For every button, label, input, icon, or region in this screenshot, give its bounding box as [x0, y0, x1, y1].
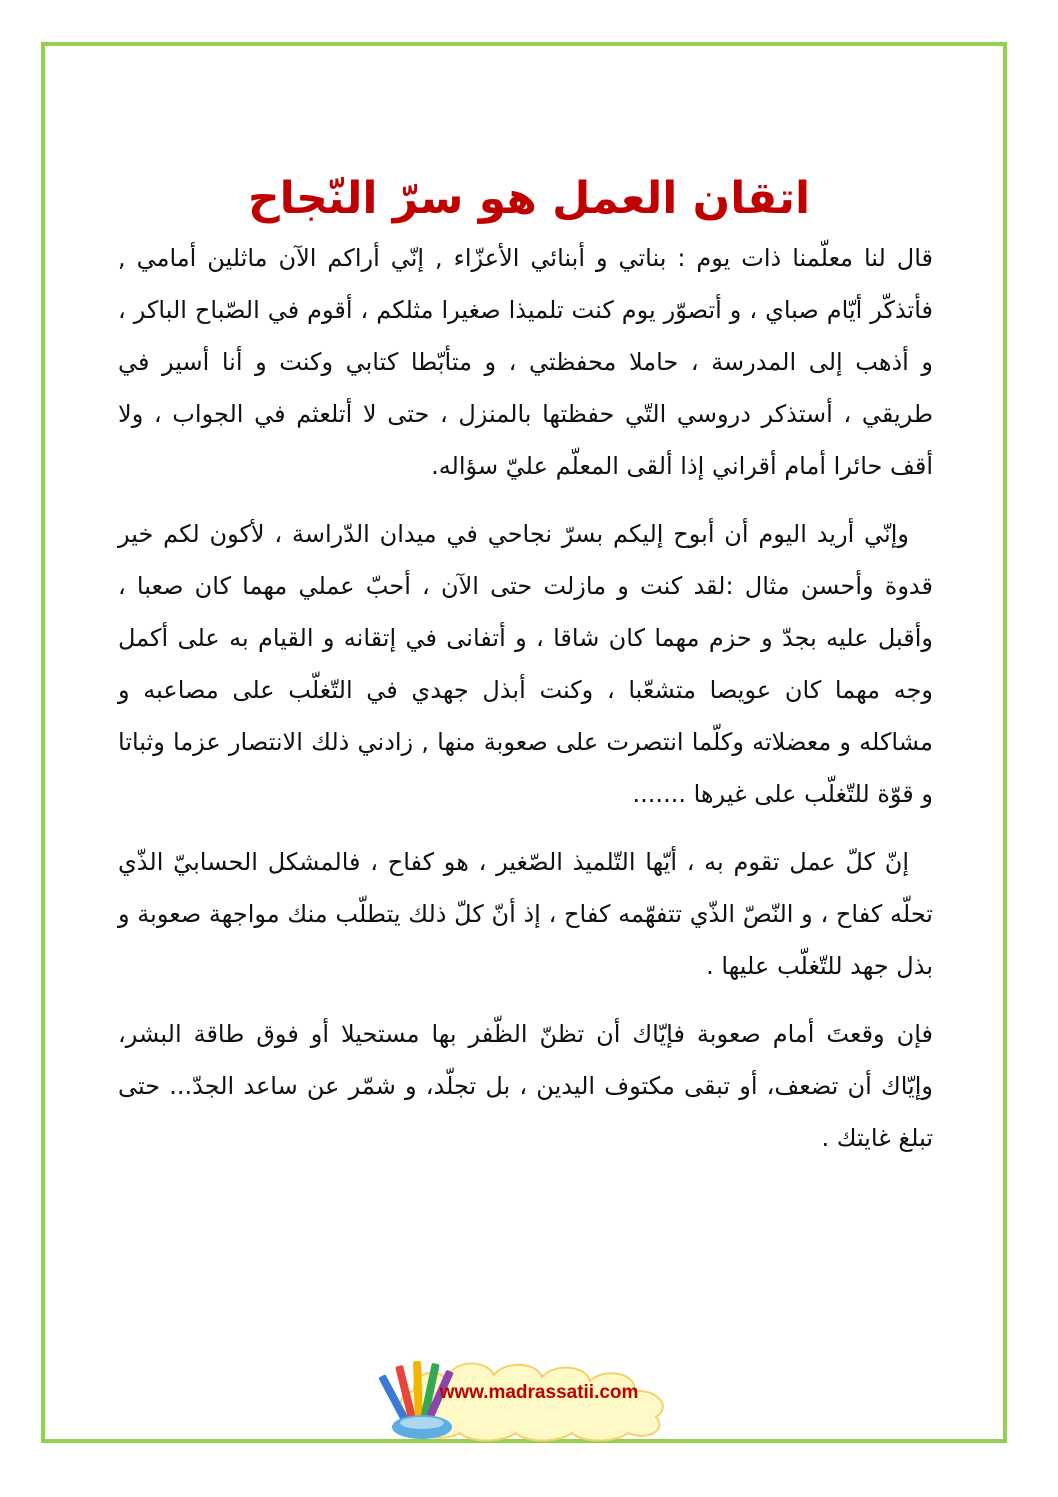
paragraph-3: إنّ كلّ عمل تقوم به ، أيّها التّلميذ الصّغير ، هو كفاح ، فالمشكل الحسابيّ الذّي تحلّه كفاح ، و النّصّ الذّي تتفهّمه كفاح ، إذ أنّ كلّ ذلك يتطلّب منك مواجهة صعوبة و بذل جهد للتّغلّب عليها . — [118, 848, 933, 980]
site-logo — [376, 1345, 698, 1443]
page-title: اتقان العمل هو سرّ النّجاح — [247, 173, 811, 225]
website-url: www.madrassatii.com — [439, 1382, 639, 1403]
paragraph-4: فإن وقعتَ أمام صعوبة فإيّاك أن تظنّ الظّفر بها مستحيلا أو فوق طاقة البشر، وإيّاك أن تضعف، أو تبقى مكتوف اليدين ، بل تجلّد، و شمّر عن ساعد الجدّ... حتى تبلغ غايتك . — [118, 1020, 933, 1152]
paragraph-2: وإنّي أريد اليوم أن أبوح إليكم بسرّ نجاحي في ميدان الدّراسة ، لأكون لكم خير قدوة وأحسن مثال :لقد كنت و مازلت حتى الآن ، أحبّ عملي مهما كان صعبا ، وأقبل عليه بجدّ و حزم مهما كان شاقا ، و أتفانى في إتقانه و القيام به على أكمل وجه مهما كان عويصا متشعّبا ، وكنت أبذل جهدي في التّغلّب على مصاعبه و مشاكله و معضلاته وكلّما انتصرت على صعوبة منها , زادني ذلك الانتصار عزما وثباتا و قوّة للتّغلّب على غيرها ....... — [118, 520, 933, 808]
paragraph-1: قال لنا معلّمنا ذات يوم : بناتي و أبنائي الأعزّاء , إنّي أراكم الآن ماثلين أمامي , فأتذكّر أيّام صباي ، و أتصوّر يوم كنت تلميذا صغيرا مثلكم ، أقوم في الصّباح الباكر ، و أذهب إلى المدرسة ، حاملا محفظتي ، و متأبّطا كتابي وكنت و أنا أسير في طريقي ، أستذكر دروسي التّي حفظتها بالمنزل ، حتى لا أتلعثم في الجواب ، ولا أقف حائرا أمام أقراني إذا ألقى المعلّم عليّ سؤاله. — [118, 244, 933, 480]
article-body — [118, 232, 933, 1180]
